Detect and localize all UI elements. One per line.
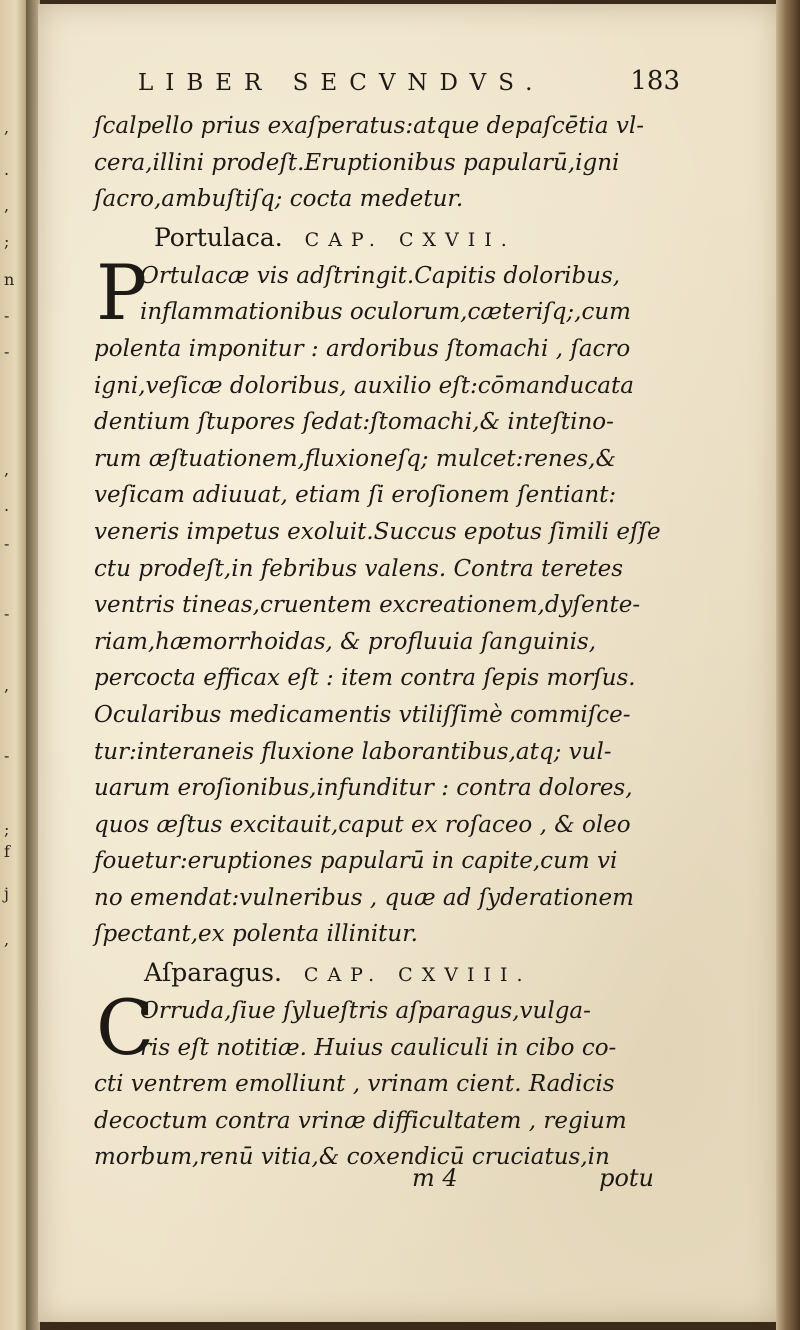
text-line: riam,hæmorrhoidas, & profluuia ſanguinis, bbox=[94, 628, 597, 655]
folio-number: 183 bbox=[630, 66, 680, 96]
chapter-number: CAP. CXVII. bbox=[304, 228, 516, 251]
drop-initial: C bbox=[96, 983, 155, 1073]
text-line: morbum,renū vitia,& coxendicū cruciatus,in bbox=[94, 1144, 610, 1171]
margin-mark: . bbox=[4, 496, 10, 515]
text-line: fouetur:eruptiones papularū in capite,cum vi bbox=[94, 848, 618, 875]
running-head bbox=[138, 66, 680, 106]
text-line: ctu prodeſt,in febribus valens. Contra teretes bbox=[94, 555, 624, 582]
margin-mark: - bbox=[4, 604, 10, 623]
section-heading-portulaca bbox=[94, 218, 654, 258]
chapter-number: CAP. CXVIII. bbox=[303, 964, 532, 987]
margin-mark: f bbox=[4, 842, 10, 861]
text-line: ſpectant,ex polenta illinitur. bbox=[94, 921, 418, 948]
margin-mark: , bbox=[4, 676, 10, 695]
margin-mark: , bbox=[4, 930, 10, 949]
text-line: ris eſt notitiæ. Huius cauliculi in cibo co- bbox=[140, 1034, 617, 1061]
text-line: ſcalpello prius exaſperatus:atque depaſcētia vl- bbox=[94, 113, 645, 139]
text-line: igni,veſicæ doloribus, auxilio eſt:cōmanducata bbox=[94, 372, 634, 399]
text-line: quos æſtus excitauit,caput ex roſaceo , & oleo bbox=[94, 811, 631, 838]
margin-mark: , bbox=[4, 196, 10, 215]
drop-initial: P bbox=[96, 247, 148, 337]
text-line: dentium ſtupores ſedat:ſtomachi,& inteſtino- bbox=[94, 409, 614, 436]
text-line: veneris impetus exoluit.Succus epotus ſimili eſſe bbox=[94, 518, 661, 545]
text-line: ſacro,ambuſtiſq; cocta medetur. bbox=[94, 186, 464, 213]
catchword: potu bbox=[599, 1164, 654, 1192]
book-block-edge bbox=[776, 0, 800, 1330]
paragraph-asparagus bbox=[94, 983, 654, 1176]
text-line: Ocularibus medicamentis vtiliſſimè commiſce- bbox=[94, 701, 631, 728]
adjacent-page-edge bbox=[0, 0, 26, 1330]
text-line: uarum eroſionibus,infunditur : contra dolores, bbox=[94, 775, 633, 802]
running-head-title: LIBER SECVNDVS. bbox=[138, 70, 545, 96]
text-line: ventris tineas,cruentem excreationem,dyſente- bbox=[94, 592, 641, 619]
text-line: veſicam adiuuat, etiam ſi eroſionem ſentiant: bbox=[94, 482, 617, 509]
margin-mark: , bbox=[4, 118, 10, 137]
margin-mark: - bbox=[4, 534, 10, 553]
signature-line bbox=[94, 1164, 654, 1204]
book-page bbox=[38, 4, 778, 1322]
margin-mark: ; bbox=[4, 820, 10, 839]
margin-mark: - bbox=[4, 342, 10, 361]
paragraph-portulaca bbox=[94, 247, 661, 953]
text-line: inflammationibus oculorum,cæteriſq;,cum bbox=[140, 299, 631, 326]
text-line: cera,illini prodeſt.Eruptionibus papularū,igni bbox=[94, 149, 620, 176]
text-line: no emendat:vulneribus , quæ ad ſyderationem bbox=[94, 884, 634, 911]
margin-mark: - bbox=[4, 746, 10, 765]
signature-mark: m 4 bbox=[412, 1164, 458, 1192]
text-line: tur:interaneis fluxione laborantibus,atq; vul- bbox=[94, 738, 612, 765]
section-title: Aſparagus. bbox=[144, 958, 282, 988]
margin-mark: , bbox=[4, 460, 10, 479]
section-heading-asparagus bbox=[94, 953, 654, 993]
text-line: Ortulacæ vis adſtringit.Capitis doloribus, bbox=[140, 262, 621, 289]
text-line: rum æſtuationem,fluxioneſq; mulcet:renes,& bbox=[94, 445, 616, 472]
text-line: polenta imponitur : ardoribus ſtomachi , ſacro bbox=[94, 335, 631, 362]
section-title: Portulaca. bbox=[154, 222, 283, 252]
margin-mark: - bbox=[4, 306, 10, 325]
text-block bbox=[94, 108, 661, 1176]
text-line: Orruda,ſiue ſylueſtris aſparagus,vulga- bbox=[140, 998, 591, 1025]
margin-mark: . bbox=[4, 160, 10, 179]
text-line: cti ventrem emolliunt , vrinam cient. Radicis bbox=[94, 1071, 615, 1098]
margin-mark: j bbox=[4, 884, 9, 903]
text-line: percocta efficax eſt : item contra ſepis morſus. bbox=[94, 665, 636, 692]
text-line: decoctum contra vrinæ difficultatem , regium bbox=[94, 1107, 627, 1134]
margin-mark: ; bbox=[4, 232, 10, 251]
margin-mark: n bbox=[4, 270, 15, 289]
